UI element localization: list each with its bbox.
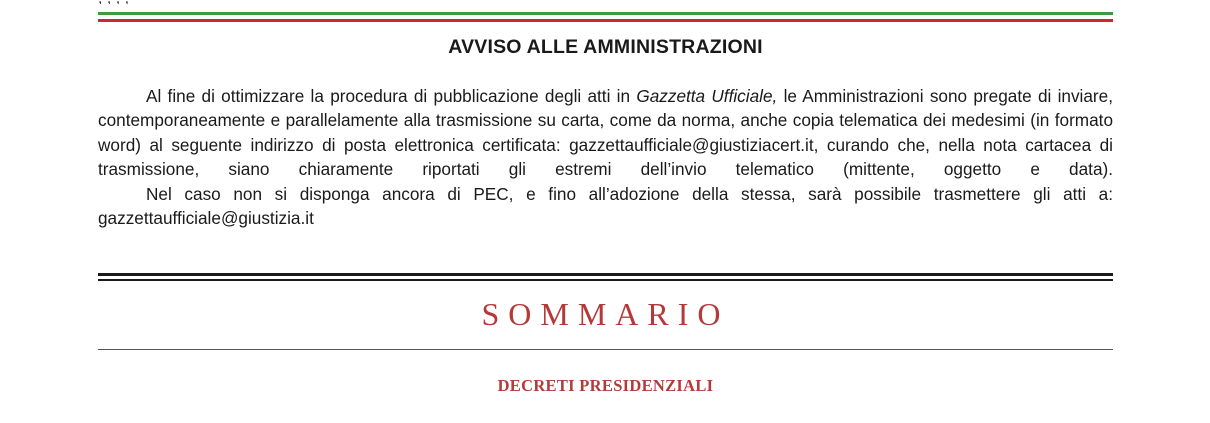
double-rule-top xyxy=(98,273,1113,276)
sommario-title: SOMMARIO xyxy=(481,296,730,332)
sommario-divider xyxy=(98,349,1113,350)
notice-body xyxy=(98,84,1113,230)
notice-p1-before: Al fine di ottimizzare la procedura di pubblicazione degli atti in xyxy=(146,86,637,106)
clipped-header-text xyxy=(98,0,1113,4)
notice-p1-after: le Amministrazioni sono pregate di inviare, contemporaneamente e parallelamente alla trasmissione su carta, come da norma, anche copia telematica dei medesimi (in formato word) al seguente indirizzo di posta elettronica certificata: gazzettaufficiale@giustiziacert.it, curando che, nella nota cartacea di trasmissione, siano chiaramente riportati gli estremi dell’invio telematico (mittente, oggetto e data). xyxy=(98,86,1113,180)
notice-paragraph-2: Nel caso non si disponga ancora di PEC, e fino all’adozione della stessa, sarà possibile trasmettere gli atti a: gazzettaufficiale@giustizia.it xyxy=(98,183,1113,229)
section-heading-decreti: DECRETI PRESIDENZIALI xyxy=(497,376,714,395)
notice-paragraph-1 xyxy=(98,84,1113,182)
notice-p1-italic: Gazzetta Ufficiale, xyxy=(636,86,778,106)
double-rule-bottom xyxy=(98,279,1113,281)
notice-title: AVVISO ALLE AMMINISTRAZIONI xyxy=(448,36,763,58)
gazzetta-page xyxy=(98,0,1113,423)
tricolor-red-rule xyxy=(98,19,1113,22)
tricolor-green-rule xyxy=(98,12,1113,15)
